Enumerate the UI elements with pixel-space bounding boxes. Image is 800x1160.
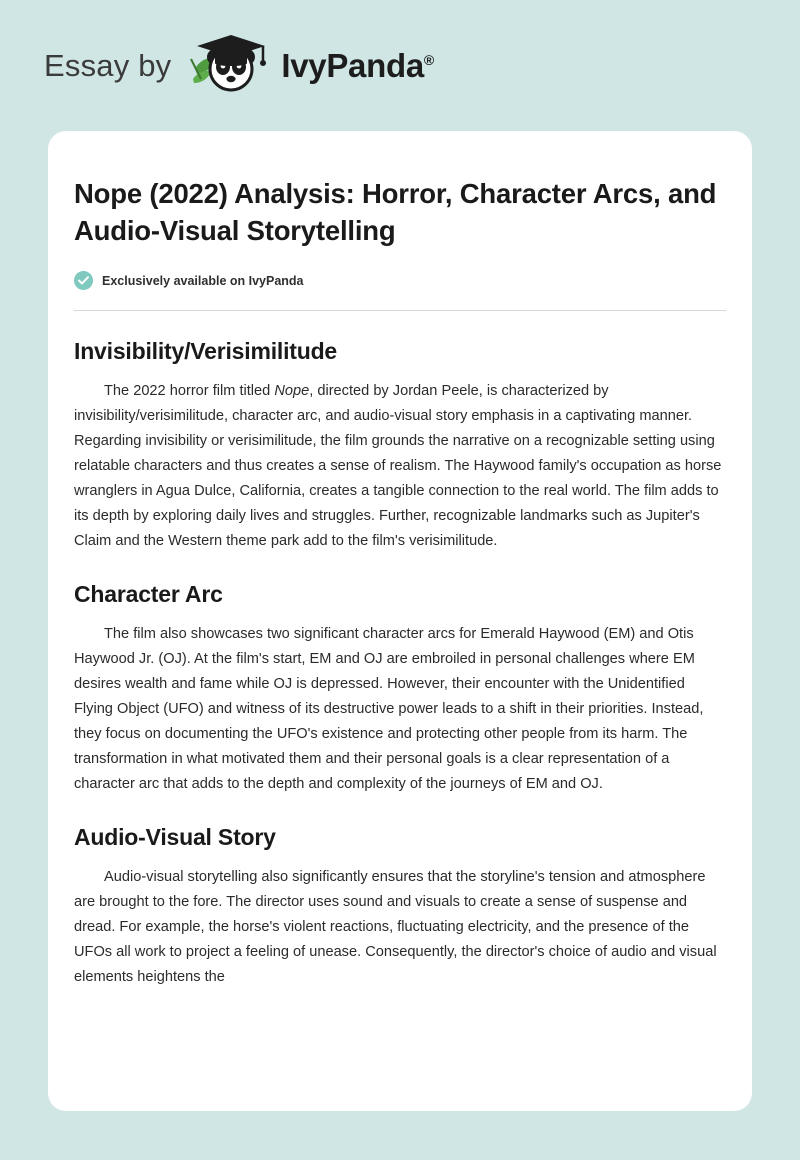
- paragraph-part: The 2022 horror film titled: [104, 383, 275, 400]
- section-heading-invisibility: Invisibility/Verisimilitude: [74, 338, 338, 365]
- brand-name-label: [281, 47, 434, 85]
- header-brand-bar: [0, 0, 800, 96]
- section-paragraph-character-arc: The film also showcases two significant character arcs for Emerald Haywood (EM) and Otis Haywood Jr. (OJ). At the film's start, EM and OJ are embroiled in personal challenges where EM desires wealth and fame while OJ is depressed. However, their encounter with the Unidentified Flying Object (UFO) and witness of its destructive power leads to a shift in their priorities. Instead, they focus on documenting the UFO's existence and protecting other people from its harm. The transformation in what motivated them and their personal goals is a clear representation of a character arc that adds to the depth and complexity of the journeys of EM and OJ.: [74, 626, 704, 793]
- document-card: [48, 131, 752, 1111]
- page-title: Nope (2022) Analysis: Horror, Character Arcs, and Audio-Visual Storytelling: [74, 178, 717, 247]
- section-heading-character-arc: Character Arc: [74, 581, 223, 608]
- section-paragraph-invisibility: [74, 379, 726, 554]
- check-circle-icon: [74, 271, 93, 290]
- panda-graduate-logo-icon: [185, 33, 277, 99]
- exclusive-badge: [74, 271, 726, 290]
- document-inner: [74, 175, 726, 990]
- brand-name-text: IvyPanda: [281, 47, 424, 84]
- title-divider: [74, 310, 726, 311]
- essay-by-label: Essay by: [44, 48, 172, 83]
- paragraph-part: , directed by Jordan Peele, is characterized by invisibility/verisimilitude, character arc, and audio-visual story emphasis in a captivating manner. Regarding invisibility or verisimilitude, the film grounds the narrative on a recognizable setting using relatable characters and thus creates a sense of realism. The Haywood family's occupation as horse wranglers in Agua Dulce, California, creates a tangible connection to the real world. The film adds to its depth by exploring daily lives and struggles. Further, recognizable landmarks such as Jupiter's Claim and the Western theme park add to the film's verisimilitude.: [74, 383, 722, 550]
- exclusive-badge-label: Exclusively available on IvyPanda: [102, 273, 304, 288]
- section-paragraph-audio-visual: Audio-visual storytelling also significantly ensures that the storyline's tension and atmosphere are brought to the fore. The director uses sound and visuals to create a sense of suspense and dread. For example, the horse's violent reactions, fluctuating electricity, and the presence of the UFOs all work to project a feeling of unease. Consequently, the director's choice of audio and visual elements heightens the: [74, 869, 717, 986]
- ivypanda-logo[interactable]: [185, 33, 434, 99]
- section-heading-audio-visual: Audio-Visual Story: [74, 824, 276, 851]
- film-title-italic: Nope: [274, 383, 310, 400]
- registered-mark: ®: [423, 52, 434, 68]
